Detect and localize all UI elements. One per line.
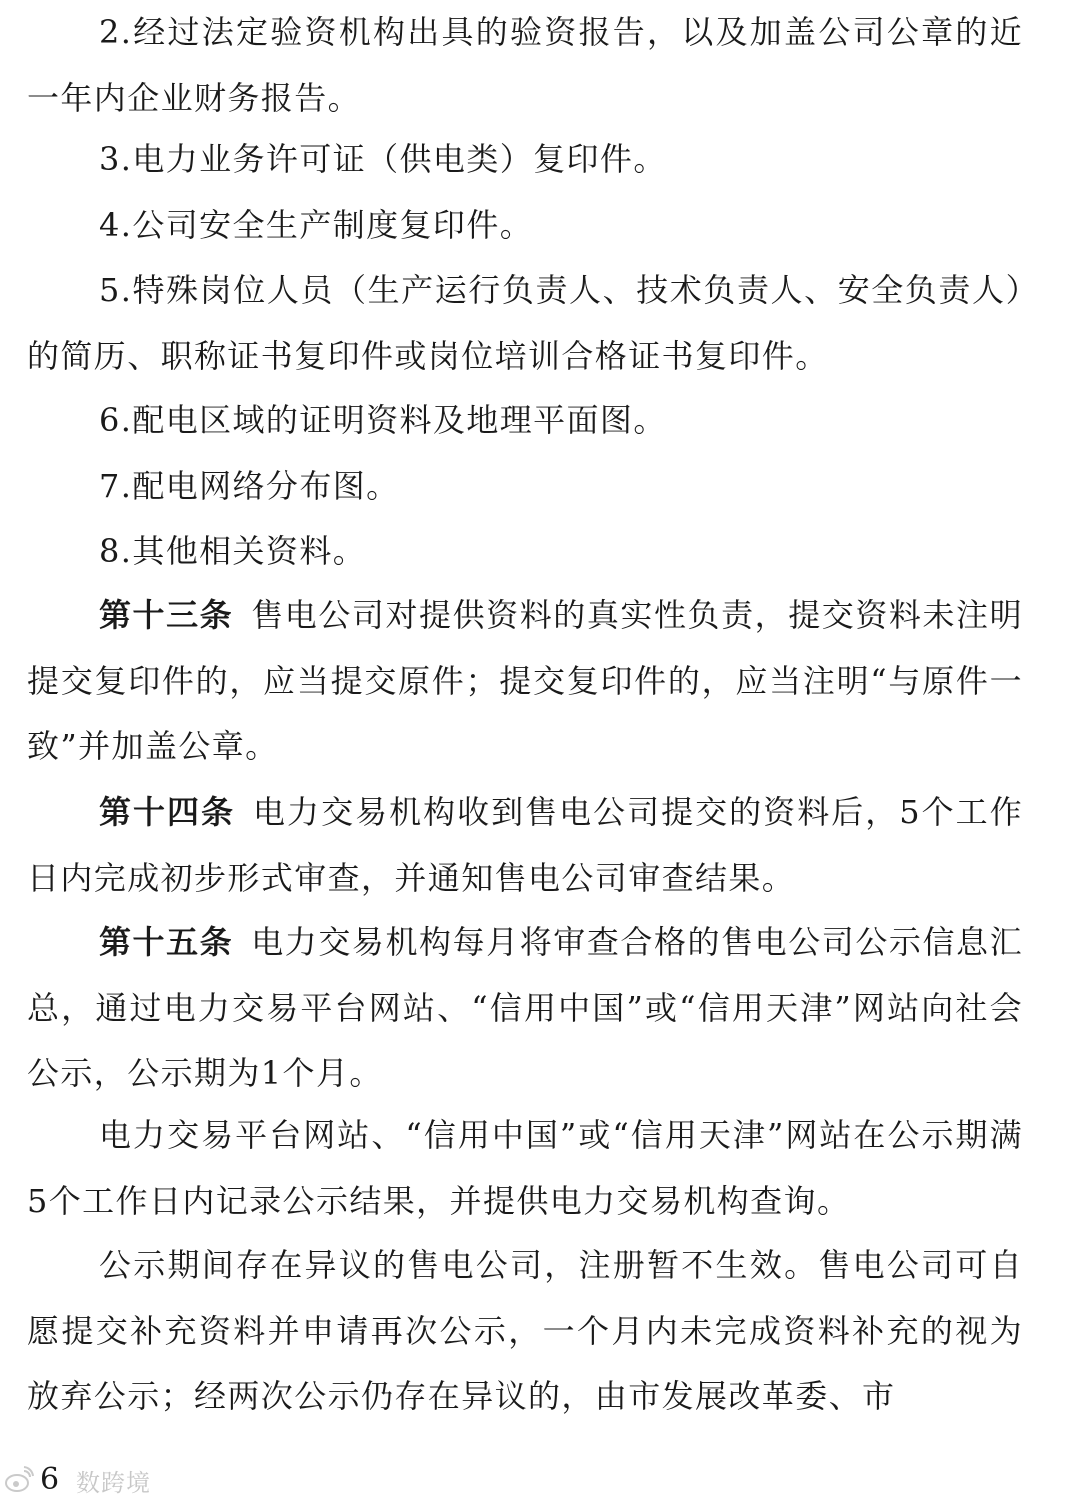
page-number: 6 (40, 1462, 60, 1497)
paragraph-item-6 (27, 388, 1023, 454)
watermark-text: 数跨境 (76, 1468, 151, 1497)
weibo-logo-icon (4, 1465, 34, 1495)
paragraph-text: 电力交易机构每月将审查合格的售电公司公示信息汇总，通过电力交易平台网站、“信用中国”或“信用天津”网站向社会公示，公示期为1个月。 (27, 923, 1023, 1092)
paragraph-text: 5.特殊岗位人员（生产运行负责人、技术负责人、安全负责人）的简历、职称证书复印件或岗位培训合格证书复印件。 (27, 271, 1023, 375)
paragraph-item-8 (27, 519, 1023, 585)
paragraph-text: 售电公司对提供资料的真实性负责，提交资料未注明提交复印件的，应当提交原件；提交复印件的，应当注明“与原件一致”并加盖公章。 (27, 596, 1023, 765)
paragraph-text: 公示期间存在异议的售电公司，注册暂不生效。售电公司可自愿提交补充资料并申请再次公示，一个月内未完成资料补充的视为放弃公示；经两次公示仍存在异议的，由市发展改革委、市 (27, 1246, 1023, 1415)
article-heading: 第十四条 (99, 793, 236, 831)
paragraph-text: 电力交易平台网站、“信用中国”或“信用天津”网站在公示期满5个工作日内记录公示结果，并提供电力交易机构查询。 (27, 1116, 1023, 1220)
paragraph-item-2 (27, 0, 1023, 131)
page-footer (0, 1460, 1080, 1504)
paragraph-objection (27, 1233, 1023, 1430)
paragraph-text: 3.电力业务许可证（供电类）复印件。 (99, 140, 667, 178)
paragraph-text: 6.配电区域的证明资料及地理平面图。 (99, 401, 667, 439)
article-15-paragraph (27, 910, 1023, 1107)
paragraph-text: 电力交易机构收到售电公司提交的资料后，5个工作日内完成初步形式审查，并通知售电公司审查结果。 (27, 793, 1024, 897)
paragraph-item-7 (27, 454, 1023, 520)
paragraph-text: 8.其他相关资料。 (99, 532, 367, 570)
watermark (4, 1460, 151, 1500)
paragraph-text: 4.公司安全生产制度复印件。 (99, 206, 534, 244)
article-14-paragraph (27, 780, 1023, 911)
paragraph-item-5 (27, 258, 1023, 389)
paragraph-item-4 (27, 193, 1023, 259)
paragraph-text: 7.配电网络分布图。 (99, 467, 400, 505)
article-heading: 第十三条 (99, 596, 234, 634)
article-13-paragraph (27, 583, 1023, 780)
paragraph-text: 2.经过法定验资机构出具的验资报告，以及加盖公司公章的近一年内企业财务报告。 (27, 13, 1023, 117)
paragraph-item-3 (27, 127, 1023, 193)
article-heading: 第十五条 (99, 923, 234, 961)
paragraph-publicity-record (27, 1103, 1023, 1234)
